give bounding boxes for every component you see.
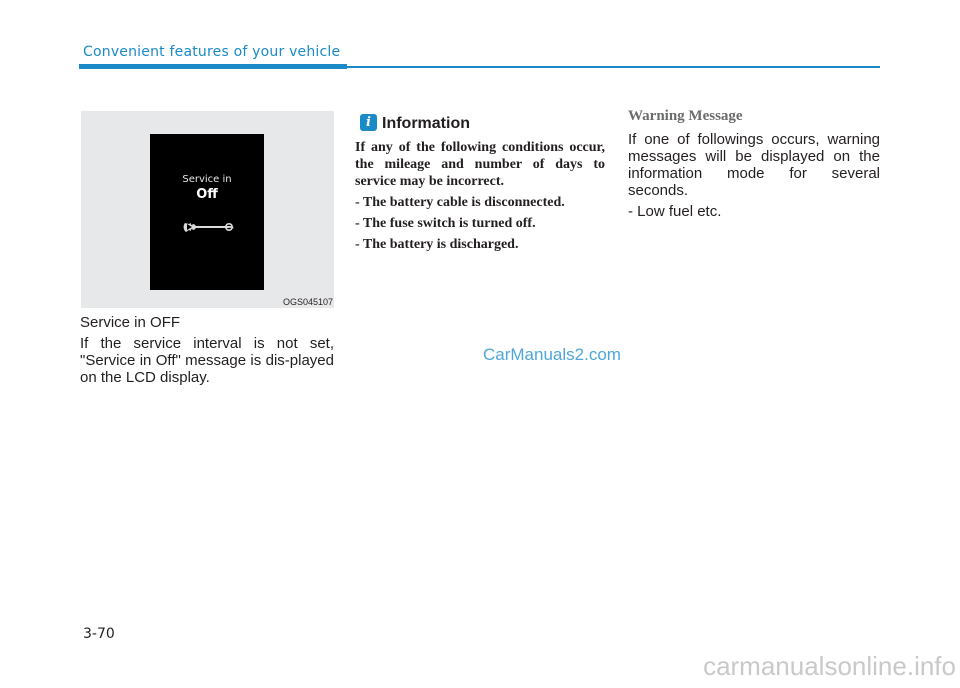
page-number: 3-70 [83,626,115,642]
information-item: - The fuse switch is turned off. [355,216,536,231]
information-item: - The battery is discharged. [355,237,519,252]
header-rule-thin [347,66,880,68]
section-title: Convenient features of your vehicle [83,44,341,60]
footer-watermark: carmanualsonline.info [703,651,956,681]
information-intro: If any of the following conditions occur, the mileage and number of days to service may be incorrect. [355,140,605,189]
information-header [360,114,610,136]
warning-message-body: If one of followings occurs, warning messages will be displayed on the information mode for several seconds. [628,131,880,199]
info-icon: i [360,114,377,131]
service-in-off-heading: Service in OFF [80,314,181,331]
warning-message-section [628,107,880,220]
watermark-link[interactable]: CarManuals2.com [483,345,621,364]
warning-message-heading: Warning Message [628,108,743,124]
lcd-line-off: Off [196,187,218,202]
lcd-line-service-in: Service in [182,174,232,185]
service-in-off-section [80,314,334,386]
lcd-display [150,134,264,290]
service-in-off-body: If the service interval is not set, "Service in Off" message is dis-played on the LCD display. [80,335,334,386]
warning-message-item: - Low fuel etc. [628,203,722,220]
figure-code: OGS045107 [282,297,333,307]
information-block [355,139,605,257]
information-title: Information [382,115,470,132]
header-rule-thick [79,64,347,69]
information-item: - The battery cable is disconnected. [355,195,565,210]
service-in-off-figure [81,111,334,308]
wrench-icon [181,218,235,238]
